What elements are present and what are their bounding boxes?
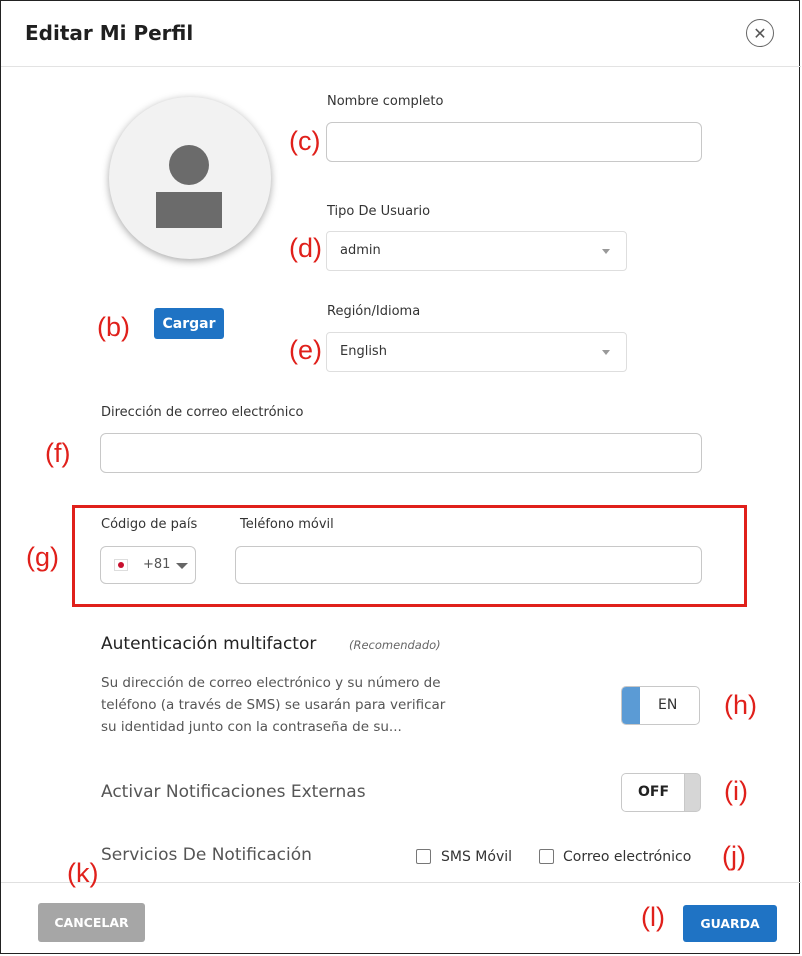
user-silhouette-icon [169,145,209,185]
mfa-toggle[interactable] [621,686,700,725]
dialog-header [1,1,801,67]
user-type-label: Tipo De Usuario [327,204,431,219]
country-code-value: +81 [143,557,171,572]
notification-services-label: Servicios De Notificación [101,845,312,865]
external-notifications-label: Activar Notificaciones Externas [101,782,366,802]
annotation-f: (f) [45,438,71,468]
mfa-toggle-label: EN [658,697,678,713]
email-label: Dirección de correo electrónico [101,405,304,420]
annotation-c: (c) [289,126,321,156]
email-checkbox[interactable] [539,849,554,864]
cancel-button[interactable]: CANCELAR [38,903,145,942]
country-code-label: Código de país [101,517,198,532]
mfa-description-line: su identidad junto con la contraseña de su... [101,719,402,735]
save-button[interactable]: GUARDA [683,905,777,942]
annotation-k: (k) [67,858,99,888]
mfa-recommended-tag: (Recomendado) [349,638,441,652]
mfa-description-line: Su dirección de correo electrónico y su número de [101,675,441,691]
annotation-b: (b) [97,312,130,342]
mobile-phone-input[interactable] [235,546,702,584]
footer-divider [1,882,801,883]
toggle-knob [622,687,640,724]
external-notifications-toggle[interactable] [621,773,701,812]
close-icon[interactable]: ✕ [746,19,774,47]
annotation-i: (i) [724,776,748,806]
email-checkbox-label: Correo electrónico [563,849,692,865]
mfa-title: Autenticación multifactor [101,634,317,654]
avatar [109,97,271,259]
annotation-g: (g) [26,542,59,572]
annotation-l: (l) [641,902,665,932]
user-type-value: admin [340,243,381,258]
mobile-phone-label: Teléfono móvil [240,517,334,532]
sms-checkbox[interactable] [416,849,431,864]
chevron-down-icon [602,249,610,254]
sms-checkbox-label: SMS Móvil [441,849,513,865]
full-name-input[interactable] [326,122,702,162]
user-silhouette-body [156,192,222,228]
dialog-title: Editar Mi Perfil [25,21,194,45]
mfa-description [101,672,491,738]
caret-down-icon [176,563,188,569]
external-notifications-toggle-label: OFF [638,784,670,800]
region-value: English [340,344,387,359]
mfa-description-line: teléfono (a través de SMS) se usarán para verificar [101,697,446,713]
user-type-select[interactable] [326,231,627,271]
country-code-select[interactable] [100,546,196,584]
region-select[interactable] [326,332,627,372]
chevron-down-icon [602,350,610,355]
annotation-e: (e) [289,335,322,365]
annotation-j: (j) [722,841,746,871]
full-name-label: Nombre completo [327,94,444,109]
email-field[interactable] [100,433,702,473]
annotation-h: (h) [724,690,757,720]
annotation-d: (d) [289,233,322,263]
japan-flag-icon [114,559,128,571]
upload-button[interactable]: Cargar [154,308,224,339]
region-label: Región/Idioma [327,304,421,319]
